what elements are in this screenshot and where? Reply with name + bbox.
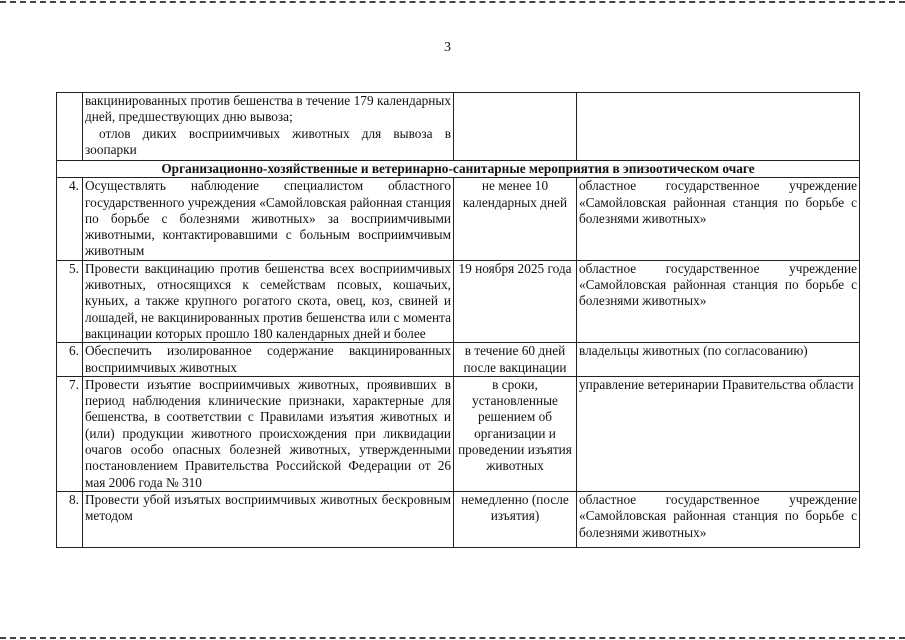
scan-border-bottom (0, 637, 905, 639)
measure-cell (83, 93, 454, 161)
responsible-cell: областное государственное учреждение «Самойловская районная станция по борьбе с болезнями животных» (577, 260, 860, 342)
measure-cell: Провести изъятие восприимчивых животных, проявивших в период наблюдения клинические признаки, характерные для бешенства, в соответствии с Правилами изъятия животных и (или) продукции животного происхождения при ликвидации очагов особо опасных болезней животных, утвержденными постановлением Правительства Российской Федерации от 26 мая 2006 года № 310 (83, 376, 454, 491)
term-cell: в течение 60 дней после вакцинации (454, 343, 577, 377)
row-number: 6. (57, 343, 83, 377)
responsible-cell: управление ветеринарии Правительства области (577, 376, 860, 491)
table-row (57, 343, 860, 377)
table-row (57, 260, 860, 342)
table-row (57, 93, 860, 161)
row-number: 5. (57, 260, 83, 342)
scan-border-top (0, 1, 905, 3)
responsible-cell: владельцы животных (по согласованию) (577, 343, 860, 377)
table-row (57, 491, 860, 547)
row-number (57, 93, 83, 161)
table-row (57, 376, 860, 491)
measure-cell: Провести убой изъятых восприимчивых животных бескровным методом (83, 491, 454, 547)
section-header-row (57, 161, 860, 178)
measure-text: отлов диких восприимчивых животных для вывоза в зоопарки (85, 125, 451, 157)
row-number: 7. (57, 376, 83, 491)
row-number: 8. (57, 491, 83, 547)
responsible-cell: областное государственное учреждение «Самойловская районная станция по борьбе с болезнями животных» (577, 491, 860, 547)
responsible-cell (577, 93, 860, 161)
term-cell: не менее 10 календарных дней (454, 178, 577, 260)
measure-cell: Провести вакцинацию против бешенства всех восприимчивых животных, относящихся к семействам псовых, кошачьих, куньих, а также крупного рогатого скота, овец, коз, свиней и лошадей, не вакцинированных против бешенства или с момента вакцинации которых прошло 180 календарных дней и более (83, 260, 454, 342)
section-header: Организационно-хозяйственные и ветеринарно-санитарные мероприятия в эпизоотическом очаге (57, 161, 860, 178)
table-row (57, 178, 860, 260)
page-number: 3 (444, 40, 451, 55)
measures-table (56, 92, 860, 548)
term-cell (454, 93, 577, 161)
row-number: 4. (57, 178, 83, 260)
measure-cell: Обеспечить изолированное содержание вакцинированных восприимчивых животных (83, 343, 454, 377)
responsible-cell: областное государственное учреждение «Самойловская районная станция по борьбе с болезнями животных» (577, 178, 860, 260)
term-cell: немедленно (после изъятия) (454, 491, 577, 547)
measure-cell: Осуществлять наблюдение специалистом областного государственного учреждения «Самойловская районная станция по борьбе с болезнями животных» за восприимчивыми животными, контактировавшими с больным восприимчивым животным (83, 178, 454, 260)
term-cell: в сроки, установленные решением об организации и проведении изъятия животных (454, 376, 577, 491)
measure-text: вакцинированных против бешенства в течение 179 календарных дней, предшествующих дню вывоза; (85, 93, 451, 125)
term-cell: 19 ноября 2025 года (454, 260, 577, 342)
